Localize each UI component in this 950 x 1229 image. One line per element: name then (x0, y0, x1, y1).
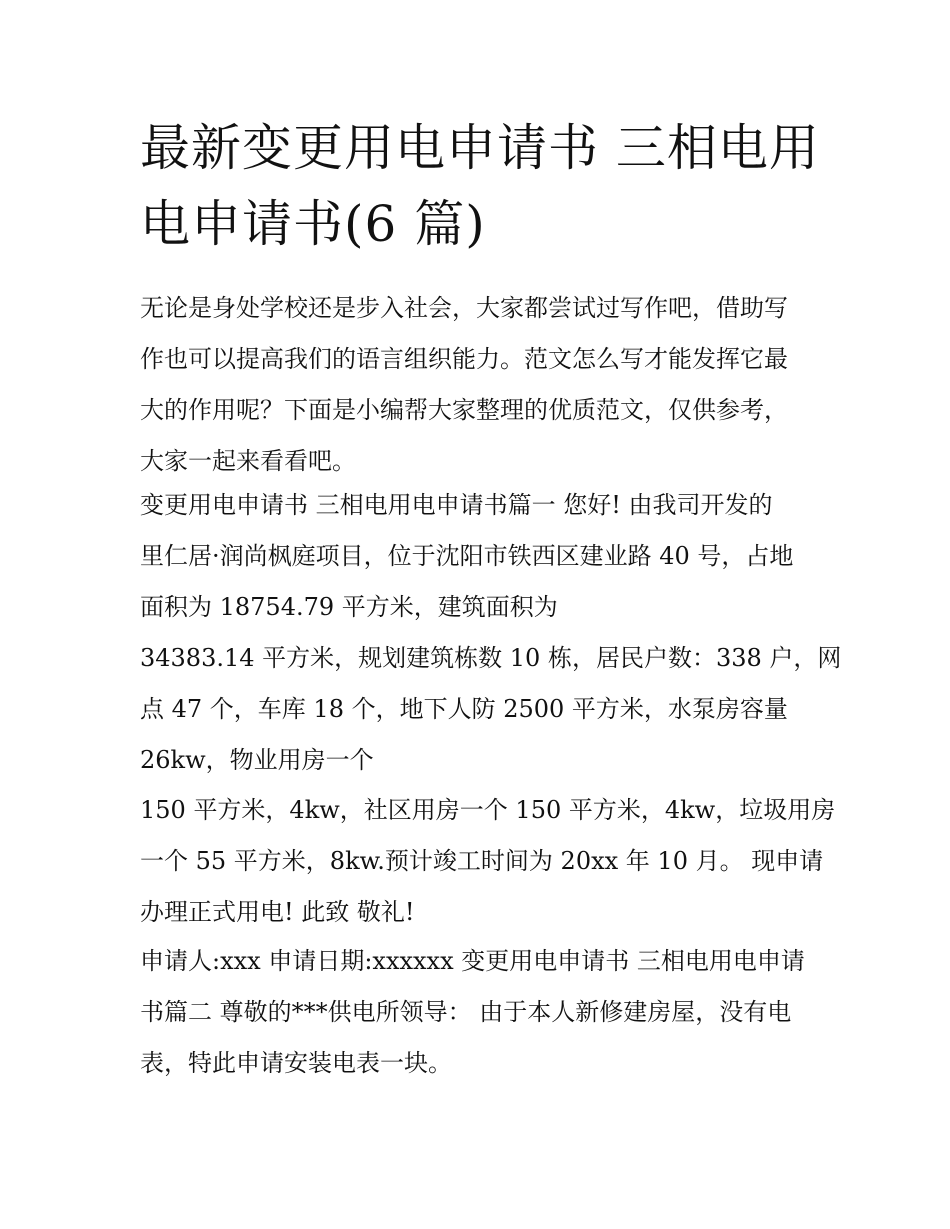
title-line: 电申请书(6 篇) (140, 195, 486, 253)
article-one-paragraph (140, 480, 820, 633)
text-line: 变更用电申请书 三相电用电申请书篇一 您好! 由我司开发的 (140, 491, 773, 519)
text-line: 申请人:xxx 申请日期:xxxxxx 变更用电申请书 三相电用电申请 (140, 947, 805, 975)
text-line: 作也可以提高我们的语言组织能力。范文怎么写才能发挥它最 (140, 345, 788, 373)
text-line: 大的作用呢？下面是小编帮大家整理的优质范文，仅供参考， (140, 396, 788, 424)
intro-paragraph (140, 283, 820, 487)
text-line: 办理正式用电! 此致 敬礼! (140, 898, 415, 926)
text-line: 书篇二 尊敬的***供电所领导： 由于本人新修建房屋，没有电 (140, 998, 792, 1026)
text-line: 150 平方米，4kw，社区用房一个 150 平方米，4kw，垃圾用房 (140, 796, 836, 824)
text-line: 点 47 个，车库 18 个，地下人防 2500 平方米，水泵房容量 (140, 695, 788, 723)
text-line: 大家一起来看看吧。 (140, 447, 356, 475)
text-line: 表，特此申请安装电表一块。 (140, 1049, 452, 1077)
power-request-paragraph (140, 785, 836, 938)
text-line: 面积为 18754.79 平方米，建筑面积为 (140, 593, 558, 621)
text-line: 34383.14 平方米，规划建筑栋数 10 栋，居民户数：338 户，网 (140, 644, 842, 672)
article-two-paragraph (140, 936, 820, 1089)
text-line: 一个 55 平方米，8kw.预计竣工时间为 20xx 年 10 月。 现申请 (140, 847, 824, 875)
building-stats-paragraph (140, 633, 842, 786)
document-title (140, 110, 820, 262)
text-line: 无论是身处学校还是步入社会，大家都尝试过写作吧，借助写 (140, 294, 788, 322)
text-line: 里仁居·润尚枫庭项目，位于沈阳市铁西区建业路 40 号，占地 (140, 542, 794, 570)
title-line: 最新变更用电申请书 三相电用 (140, 119, 820, 177)
text-line: 26kw，物业用房一个 (140, 746, 374, 774)
